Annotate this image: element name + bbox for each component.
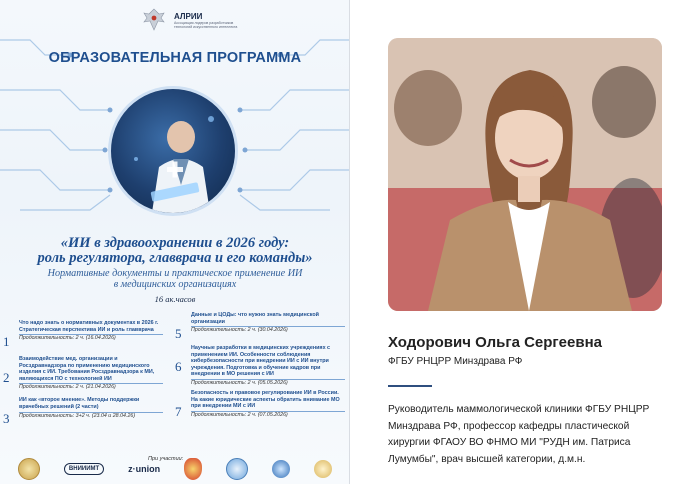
- program-subtitle-line2: в медицинских организациях: [113, 279, 237, 290]
- logo-subtext: Ассоциация лидеров разработчиков технологий искусственного интеллекта: [174, 20, 238, 29]
- module-item: [175, 345, 345, 387]
- module-duration: Продолжительность: 2 ч. (21.04.2026): [19, 383, 163, 391]
- modules-left-column: [3, 320, 163, 433]
- program-hours: 16 ак.часов: [154, 294, 196, 304]
- alrii-logo: [140, 6, 244, 34]
- partner-gold-logo: [314, 460, 332, 478]
- module-duration: Продолжительность: 2 ч. (07.05.2026): [191, 411, 345, 419]
- module-duration: Продолжительность: 2 ч. (05.05.2026): [191, 379, 345, 387]
- module-number: 6: [175, 359, 182, 374]
- speaker-bio-line3: хирургии ФГАОУ ВО ФНМО МИ "РУДН им. Патриса: [388, 437, 631, 448]
- module-title: Взаимодействие мед. организации и Росздравнадзора по применению медицинского изделия с ИИ. Требования Росздравнадзора к МИ, являющихся ПО с технологией ИИ: [19, 356, 155, 382]
- module-item: [3, 397, 163, 427]
- program-subtitle-line1: Нормативные документы и практическое применение ИИ: [47, 268, 303, 279]
- module-duration: Продолжительность: 3+2 ч. (23.04 и 28.04.26): [19, 412, 163, 420]
- alrii-eagle-icon: [140, 6, 168, 34]
- module-title: Научные разработки в медицинских учреждениях с применением ИИ. Особенности соблюдения кибербезопасности при внедрении ИИ с ИИ внутри учреждения. Подготовка и обучение кадров при внедрении в МО решения с ИИ: [191, 345, 331, 378]
- speaker-bio-line2: Минздрава РФ, профессор кафедры пластической: [388, 420, 630, 432]
- modules-right-column: [175, 312, 345, 423]
- module-number: 3: [3, 411, 10, 427]
- module-number: 7: [175, 403, 182, 419]
- partner-crest-logo: [184, 458, 202, 480]
- module-title: Безопасность и правовое регулирование ИИ в России. На какие юридические аспекты обратить внимание МО при внедрении МИ с ИИ: [191, 389, 340, 410]
- partner-seal-logo: [18, 458, 40, 480]
- partners-label: При участии:: [148, 456, 184, 462]
- module-item: [175, 312, 345, 342]
- partner-logos: [0, 454, 350, 484]
- module-title: Данные и ЦОДы: что нужно знать медицинской организации: [191, 312, 319, 325]
- logo-text: АЛРИИ: [174, 11, 203, 21]
- divider-rule: [388, 385, 432, 387]
- module-duration: Продолжительность: 2 ч. (30.04.2026): [191, 326, 345, 334]
- program-label: ОБРАЗОВАТЕЛЬНАЯ ПРОГРАММА: [48, 50, 302, 66]
- speaker-name: Ходорович Ольга Сергеевна: [388, 334, 602, 351]
- speaker-bio-line1: Руководитель маммологической клиники ФГБУ РНЦРР: [388, 404, 650, 415]
- program-subtitle: [0, 268, 350, 290]
- module-item: [3, 320, 163, 350]
- speaker-organization: ФГБУ РНЦРР Минздрава РФ: [388, 356, 523, 367]
- partner-logo-zunion: z·union: [128, 464, 161, 474]
- module-title: Что надо знать о нормативных документах в 2026 г. Стратегическая перспектива ИИ и роль главврача: [19, 320, 159, 333]
- program-title: [0, 236, 350, 266]
- partner-blue-logo: [272, 460, 290, 478]
- module-item: [175, 390, 345, 420]
- program-title-line1: «ИИ в здравоохранении в 2026 году:: [60, 235, 290, 251]
- speaker-photo: [388, 38, 662, 311]
- module-number: 5: [175, 326, 182, 341]
- speaker-bio-line4: Лумумбы", врач высшей категории, д.м.н.: [388, 453, 586, 465]
- module-number: 2: [3, 370, 10, 385]
- module-duration: Продолжительность: 2 ч. (16.04.2026): [19, 334, 163, 342]
- partner-round-logo: [226, 458, 248, 480]
- doctor-hero-image: [108, 86, 238, 216]
- module-item: [3, 356, 163, 391]
- module-title: ИИ как «второе мнение». Методы поддержки врачебных решений (2 части): [19, 397, 140, 410]
- module-number: 1: [3, 334, 10, 349]
- speaker-bio: [388, 402, 688, 468]
- partner-logo-vniiimt: ВНИИИМТ: [64, 463, 104, 475]
- program-title-line2: роль регулятора, главврача и его команды»: [37, 250, 313, 266]
